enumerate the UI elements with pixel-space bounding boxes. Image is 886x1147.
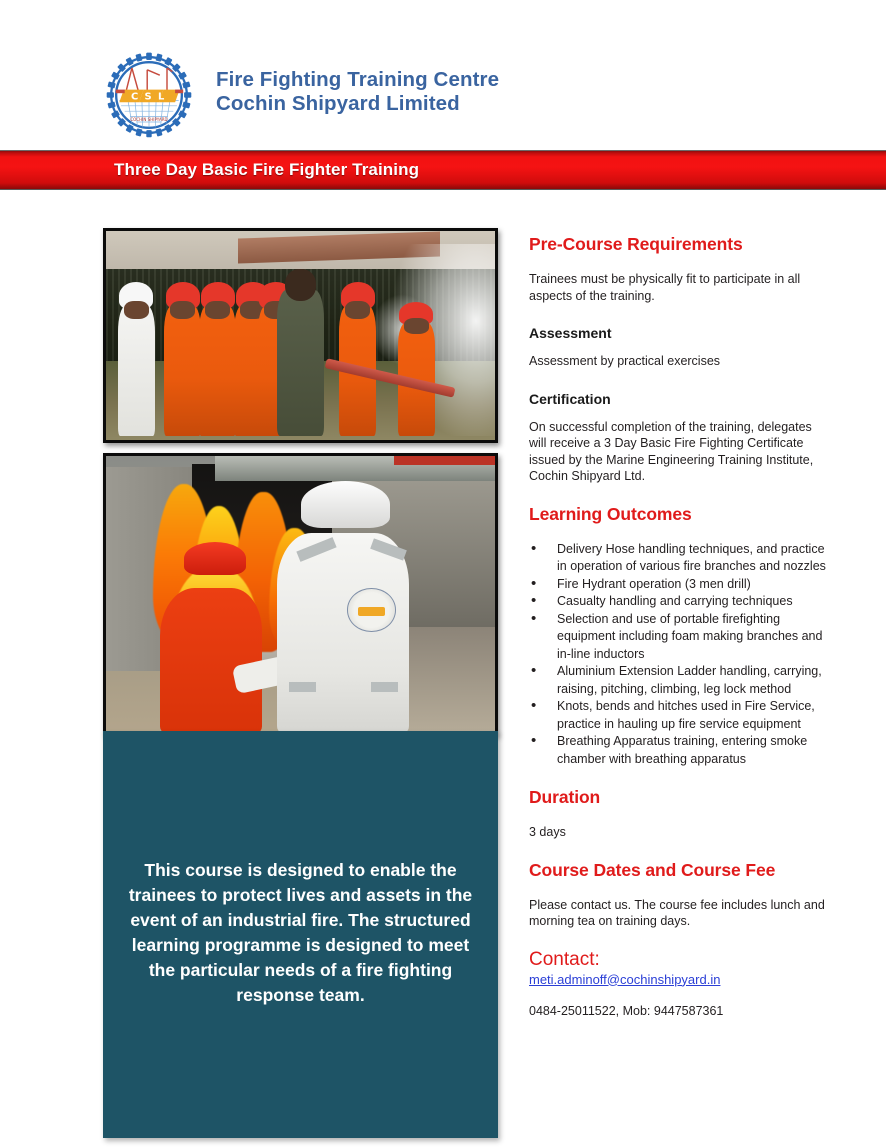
photo1-trainee-2 bbox=[199, 306, 236, 436]
learning-outcome-item: • Casualty handling and carrying techniques bbox=[529, 593, 829, 611]
photo-firefighters-hose-drill bbox=[103, 228, 498, 443]
org-title-line2: Cochin Shipyard Limited bbox=[216, 92, 460, 115]
learning-outcome-item: • Aluminium Extension Ladder handling, carrying, raising, pitching, climbing, leg lock method bbox=[529, 663, 829, 698]
photo2-reflective-stripe-3 bbox=[289, 682, 316, 692]
photo1-head-2 bbox=[205, 301, 230, 319]
assessment-heading: Assessment bbox=[529, 325, 612, 341]
photo1-trainee-1 bbox=[164, 306, 201, 436]
page-title bbox=[216, 68, 499, 116]
photo1-head-6 bbox=[404, 318, 429, 334]
left-column bbox=[103, 228, 498, 735]
duration-heading: Duration bbox=[529, 787, 601, 807]
course-summary-text: This course is designed to enable the trainees to protect lives and assets in the event of an industrial fire. The structured learning programme is designed to meet the particular needs of a fire fighting response team. bbox=[128, 860, 473, 1005]
learning-outcome-item: • Breathing Apparatus training, entering smoke chamber with breathing apparatus bbox=[529, 733, 829, 768]
svg-text:C: C bbox=[131, 91, 139, 103]
page-header bbox=[0, 0, 886, 148]
pre-course-requirements-heading: Pre-Course Requirements bbox=[529, 234, 743, 254]
photo2-trainee-orange-suit bbox=[160, 588, 261, 732]
course-title-banner bbox=[0, 150, 886, 190]
org-title-line1: Fire Fighting Training Centre bbox=[216, 68, 500, 91]
contact-email-link[interactable]: meti.adminoff@cochinshipyard.in bbox=[529, 971, 721, 987]
svg-text:S: S bbox=[144, 91, 152, 103]
certification-heading: Certification bbox=[529, 390, 611, 407]
learning-outcomes-heading: Learning Outcomes bbox=[529, 503, 692, 524]
right-column bbox=[529, 234, 829, 1019]
course-summary-callout bbox=[103, 731, 498, 1138]
svg-text:COCHIN SHIPYARD: COCHIN SHIPYARD bbox=[130, 117, 168, 123]
photo2-reflective-stripe-4 bbox=[371, 682, 398, 692]
photo1-instructor-white bbox=[118, 306, 155, 436]
photo1-head-5 bbox=[345, 301, 370, 319]
duration-body: 3 days bbox=[529, 825, 566, 839]
photo1-worker-green bbox=[277, 290, 324, 436]
assessment-body: Assessment by practical exercises bbox=[529, 354, 721, 368]
learning-outcome-item: • Delivery Hose handling techniques, and practice in operation of various fire branches and nozzles bbox=[529, 541, 829, 576]
certification-body: On successful completion of the training, delegates will receive a 3 Day Basic Fire Fighting Certificate issued by the Marine Engineering Training Institute, Cochin Shipyard Ltd. bbox=[529, 419, 814, 483]
cochin-shipyard-gear-logo bbox=[104, 50, 194, 140]
banner-title-text: Three Day Basic Fire Fighter Training bbox=[114, 160, 420, 179]
svg-text:L: L bbox=[158, 91, 165, 103]
course-dates-fee-body: Please contact us. The course fee includes lunch and morning tea on training days. bbox=[529, 897, 825, 928]
learning-outcome-item: • Knots, bends and hitches used in Fire Service, practice in hauling up fire service equipment bbox=[529, 698, 829, 733]
contact-heading: Contact: bbox=[529, 948, 600, 970]
photo2-csl-back-logo bbox=[347, 588, 396, 631]
photo2-instructor-white-hard-hat bbox=[301, 481, 390, 528]
learning-outcome-item: • Selection and use of portable firefighting equipment including foam making branches and in-line inductors bbox=[529, 611, 829, 664]
learning-outcomes-list bbox=[529, 541, 829, 769]
photo2-red-stripe bbox=[394, 456, 495, 465]
course-dates-fee-heading: Course Dates and Course Fee bbox=[529, 859, 776, 880]
photo-live-fire-training bbox=[103, 453, 498, 735]
pre-course-requirements-body: Trainees must be physically fit to participate in all aspects of the training. bbox=[529, 272, 801, 303]
photo2-instructor-white-coverall bbox=[277, 533, 409, 732]
photo1-head-green bbox=[285, 269, 317, 301]
learning-outcome-item: • Fire Hydrant operation (3 men drill) bbox=[529, 576, 829, 594]
photo1-instructor-head bbox=[124, 301, 149, 319]
photo1-head-1 bbox=[170, 301, 195, 319]
photo2-trainee-red-helmet bbox=[184, 542, 246, 575]
contact-phone-text: 0484-25011522, Mob: 9447587361 bbox=[529, 1003, 724, 1018]
